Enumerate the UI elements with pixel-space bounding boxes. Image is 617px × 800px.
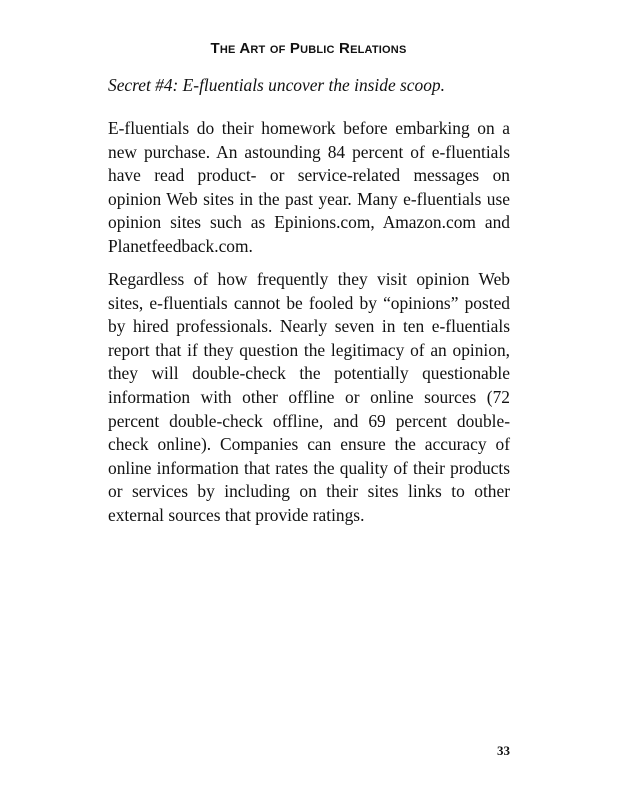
body-paragraph-2: Regardless of how frequently they visit opinion Web sites, e-fluentials cannot be fooled by “opinions” posted by hired professionals. Nearly seven in ten e-fluentials report that if they question the legitimacy of an opinion, they will double-check the potentially questionable information with other offline or online sources (72 percent double-check offline, and 69 percent double-check online). Companies can ensure the accuracy of online information that rates the quality of their products or services by including on their sites links to other external sources that provide ratings. [108,269,510,525]
section-heading: Secret #4: E-fluentials uncover the inside scoop. [108,75,445,95]
running-header: The Art of Public Relations [210,40,407,57]
body-paragraph-1: E-fluentials do their homework before embarking on a new purchase. An astounding 84 percent of e-fluentials have read product- or service-related messages on opinion Web sites in the past year. Many e-fluentials use opinion sites such as Epinions.com, Amazon.com and Planetfeedback.com. [108,118,510,256]
page-number: 33 [497,743,510,758]
